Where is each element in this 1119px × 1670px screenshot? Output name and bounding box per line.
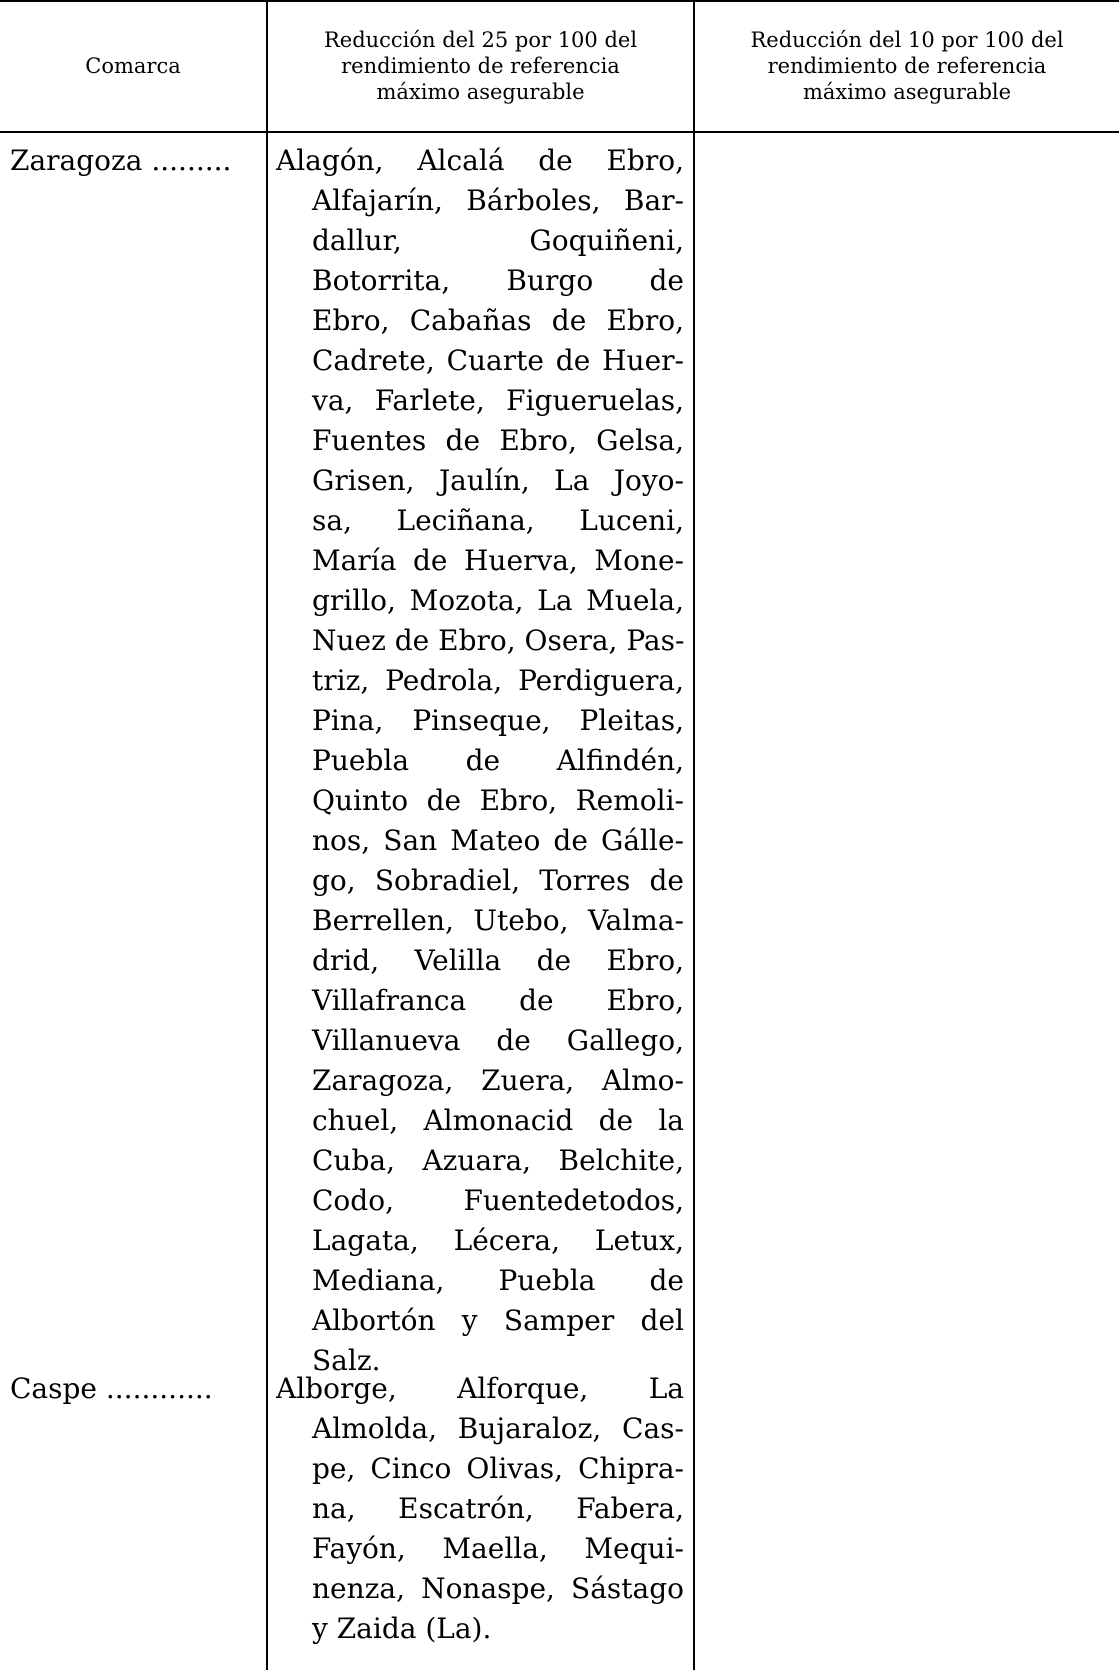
municipality-line: grillo, Mozota, La Muela, bbox=[312, 584, 684, 617]
municipality-line: y Zaida (La). bbox=[312, 1612, 492, 1645]
municipality-line: nenza, Nonaspe, Sástago bbox=[312, 1572, 684, 1605]
municipality-line: Pina, Pinseque, Pleitas, bbox=[312, 704, 684, 737]
header-comarca bbox=[0, 0, 266, 131]
municipality-line: Puebla de Alfindén, bbox=[312, 744, 684, 777]
reduccion-25-cell bbox=[266, 141, 693, 1381]
municipality-line: Cadrete, Cuarte de Huer- bbox=[312, 344, 684, 377]
municipality-line: drid, Velilla de Ebro, bbox=[312, 944, 684, 977]
municipality-line: Villanueva de Gallego, bbox=[312, 1024, 684, 1057]
municipality-line: chuel, Almonacid de la bbox=[312, 1104, 684, 1137]
municipality-line: Zaragoza, Zuera, Almo- bbox=[312, 1064, 684, 1097]
table-body bbox=[0, 133, 1119, 1649]
municipality-line: Botorrita, Burgo de bbox=[312, 264, 684, 297]
municipality-line: Berrellen, Utebo, Valma- bbox=[312, 904, 684, 937]
municipality-line: Lagata, Lécera, Letux, bbox=[312, 1224, 684, 1257]
municipality-line: Alagón, Alcalá de Ebro, bbox=[276, 144, 684, 177]
municipality-line: Alborge, Alforque, La bbox=[276, 1372, 684, 1405]
reduccion-10-cell bbox=[693, 1381, 1119, 1649]
municipality-line: María de Huerva, Mone- bbox=[312, 544, 684, 577]
municipality-line: na, Escatrón, Fabera, bbox=[312, 1492, 684, 1525]
municipality-line: Almolda, Bujaraloz, Cas- bbox=[312, 1412, 684, 1445]
municipality-line: Quinto de Ebro, Remoli- bbox=[312, 784, 684, 817]
municipality-line: Nuez de Ebro, Osera, Pas- bbox=[312, 624, 685, 657]
municipality-line: Fayón, Maella, Mequi- bbox=[312, 1532, 684, 1565]
table-row-caspe bbox=[0, 1372, 1119, 1649]
municipality-line: Salz. bbox=[312, 1344, 381, 1377]
header-reduccion-25 bbox=[268, 0, 693, 131]
header-reduccion-10-text: Reducción del 10 por 100 del rendimiento de referencia máximo asegurable bbox=[750, 27, 1064, 104]
municipality-line: sa, Leciñana, Luceni, bbox=[312, 504, 684, 537]
municipality-line: Ebro, Cabañas de Ebro, bbox=[312, 304, 684, 337]
header-reduccion-10 bbox=[695, 0, 1119, 131]
municipality-line: triz, Pedrola, Perdiguera, bbox=[312, 664, 684, 697]
municipality-line: Villafranca de Ebro, bbox=[312, 984, 684, 1017]
table-row-zaragoza bbox=[0, 133, 1119, 1381]
municipality-line: nos, San Mateo de Gálle- bbox=[312, 824, 684, 857]
header-comarca-text: Comarca bbox=[85, 53, 181, 78]
reduccion-10-cell bbox=[693, 141, 1119, 1381]
comarca-cell: Zaragoza ......... bbox=[10, 144, 232, 177]
municipality-line: va, Farlete, Figueruelas, bbox=[312, 384, 684, 417]
municipality-line: Cuba, Azuara, Belchite, bbox=[312, 1144, 684, 1177]
municipality-line: Grisen, Jaulín, La Joyo- bbox=[312, 464, 684, 497]
municipality-line: dallur, Goquiñeni, bbox=[312, 224, 684, 257]
comarca-cell: Caspe ............ bbox=[10, 1372, 213, 1405]
municipality-line: Codo, Fuentedetodos, bbox=[312, 1184, 684, 1217]
municipality-line: Alfajarín, Bárboles, Bar- bbox=[312, 184, 684, 217]
municipality-line: Albortón y Samper del bbox=[312, 1304, 684, 1337]
municipality-line: go, Sobradiel, Torres de bbox=[312, 864, 684, 897]
reduccion-25-cell bbox=[266, 1369, 693, 1649]
municipality-line: Fuentes de Ebro, Gelsa, bbox=[312, 424, 684, 457]
municipality-line: Mediana, Puebla de bbox=[312, 1264, 684, 1297]
header-reduccion-25-text: Reducción del 25 por 100 del rendimiento de referencia máximo asegurable bbox=[323, 27, 638, 104]
municipality-line: pe, Cinco Olivas, Chipra- bbox=[312, 1452, 684, 1485]
